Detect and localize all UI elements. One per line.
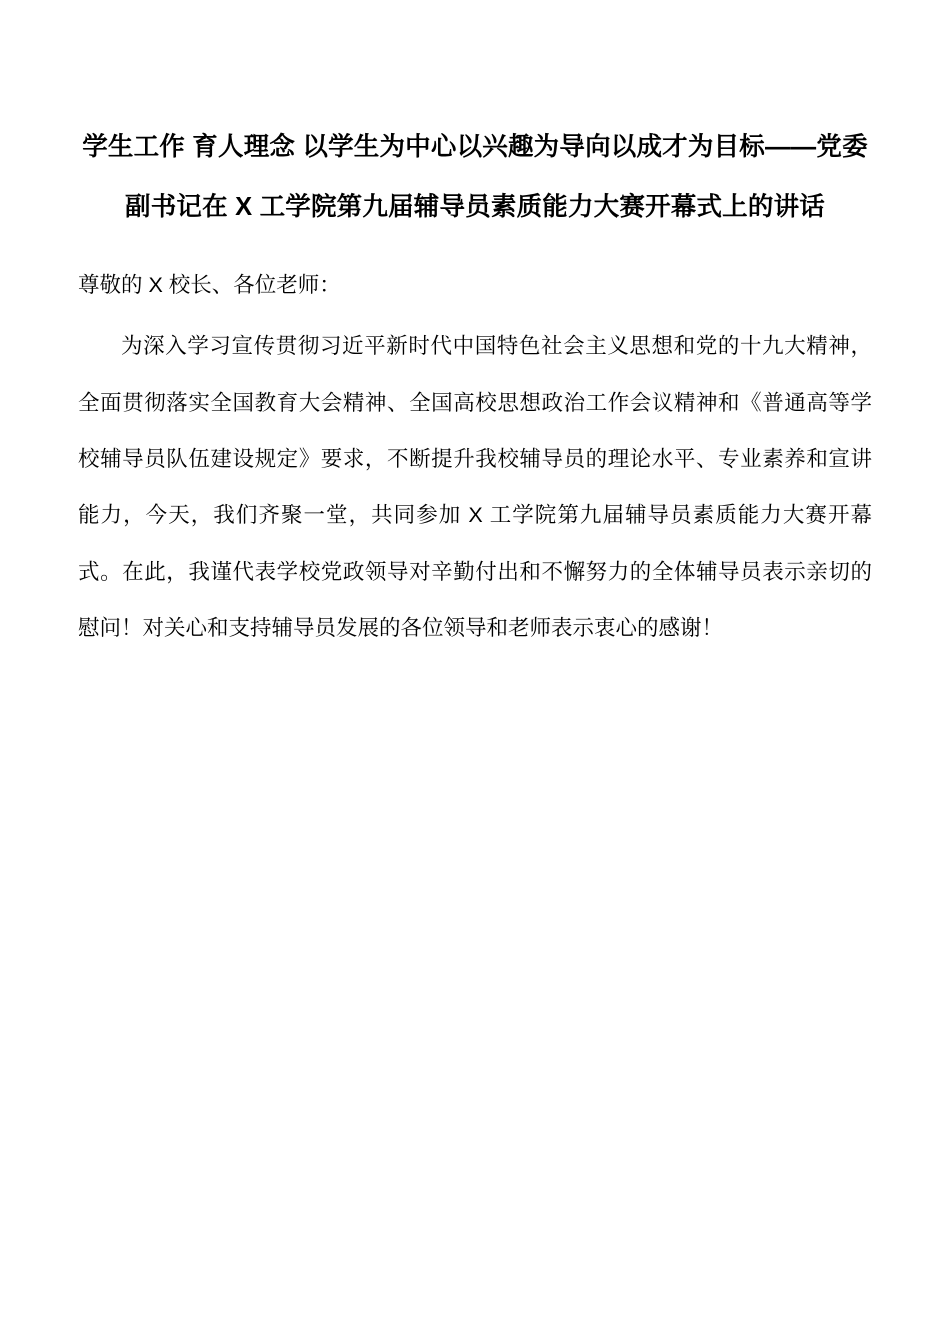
body-paragraph-1: 为深入学习宣传贯彻习近平新时代中国特色社会主义思想和党的十九大精神，全面贯彻落实全国教育大会精神、全国高校思想政治工作会议精神和《普通高等学校辅导员队伍建设规定》要求，不断提升我校辅导员的理论水平、专业素养和宣讲能力，今天，我们齐聚一堂，共同参加 X 工学院第九届辅导员素质能力大赛开幕式。在此，我谨代表学校党政领导对辛勤付出和不懈努力的全体辅导员表示亲切的慰问！对关心和支持辅导员发展的各位领导和老师表示衷心的感谢！: [78, 334, 872, 640]
salutation-line: 尊敬的 X 校长、各位老师：: [78, 272, 341, 297]
page-title: 学生工作 育人理念 以学生为中心以兴趣为导向以成才为目标——党委副书记在 X 工学院第九届辅导员素质能力大赛开幕式上的讲话: [82, 133, 868, 221]
